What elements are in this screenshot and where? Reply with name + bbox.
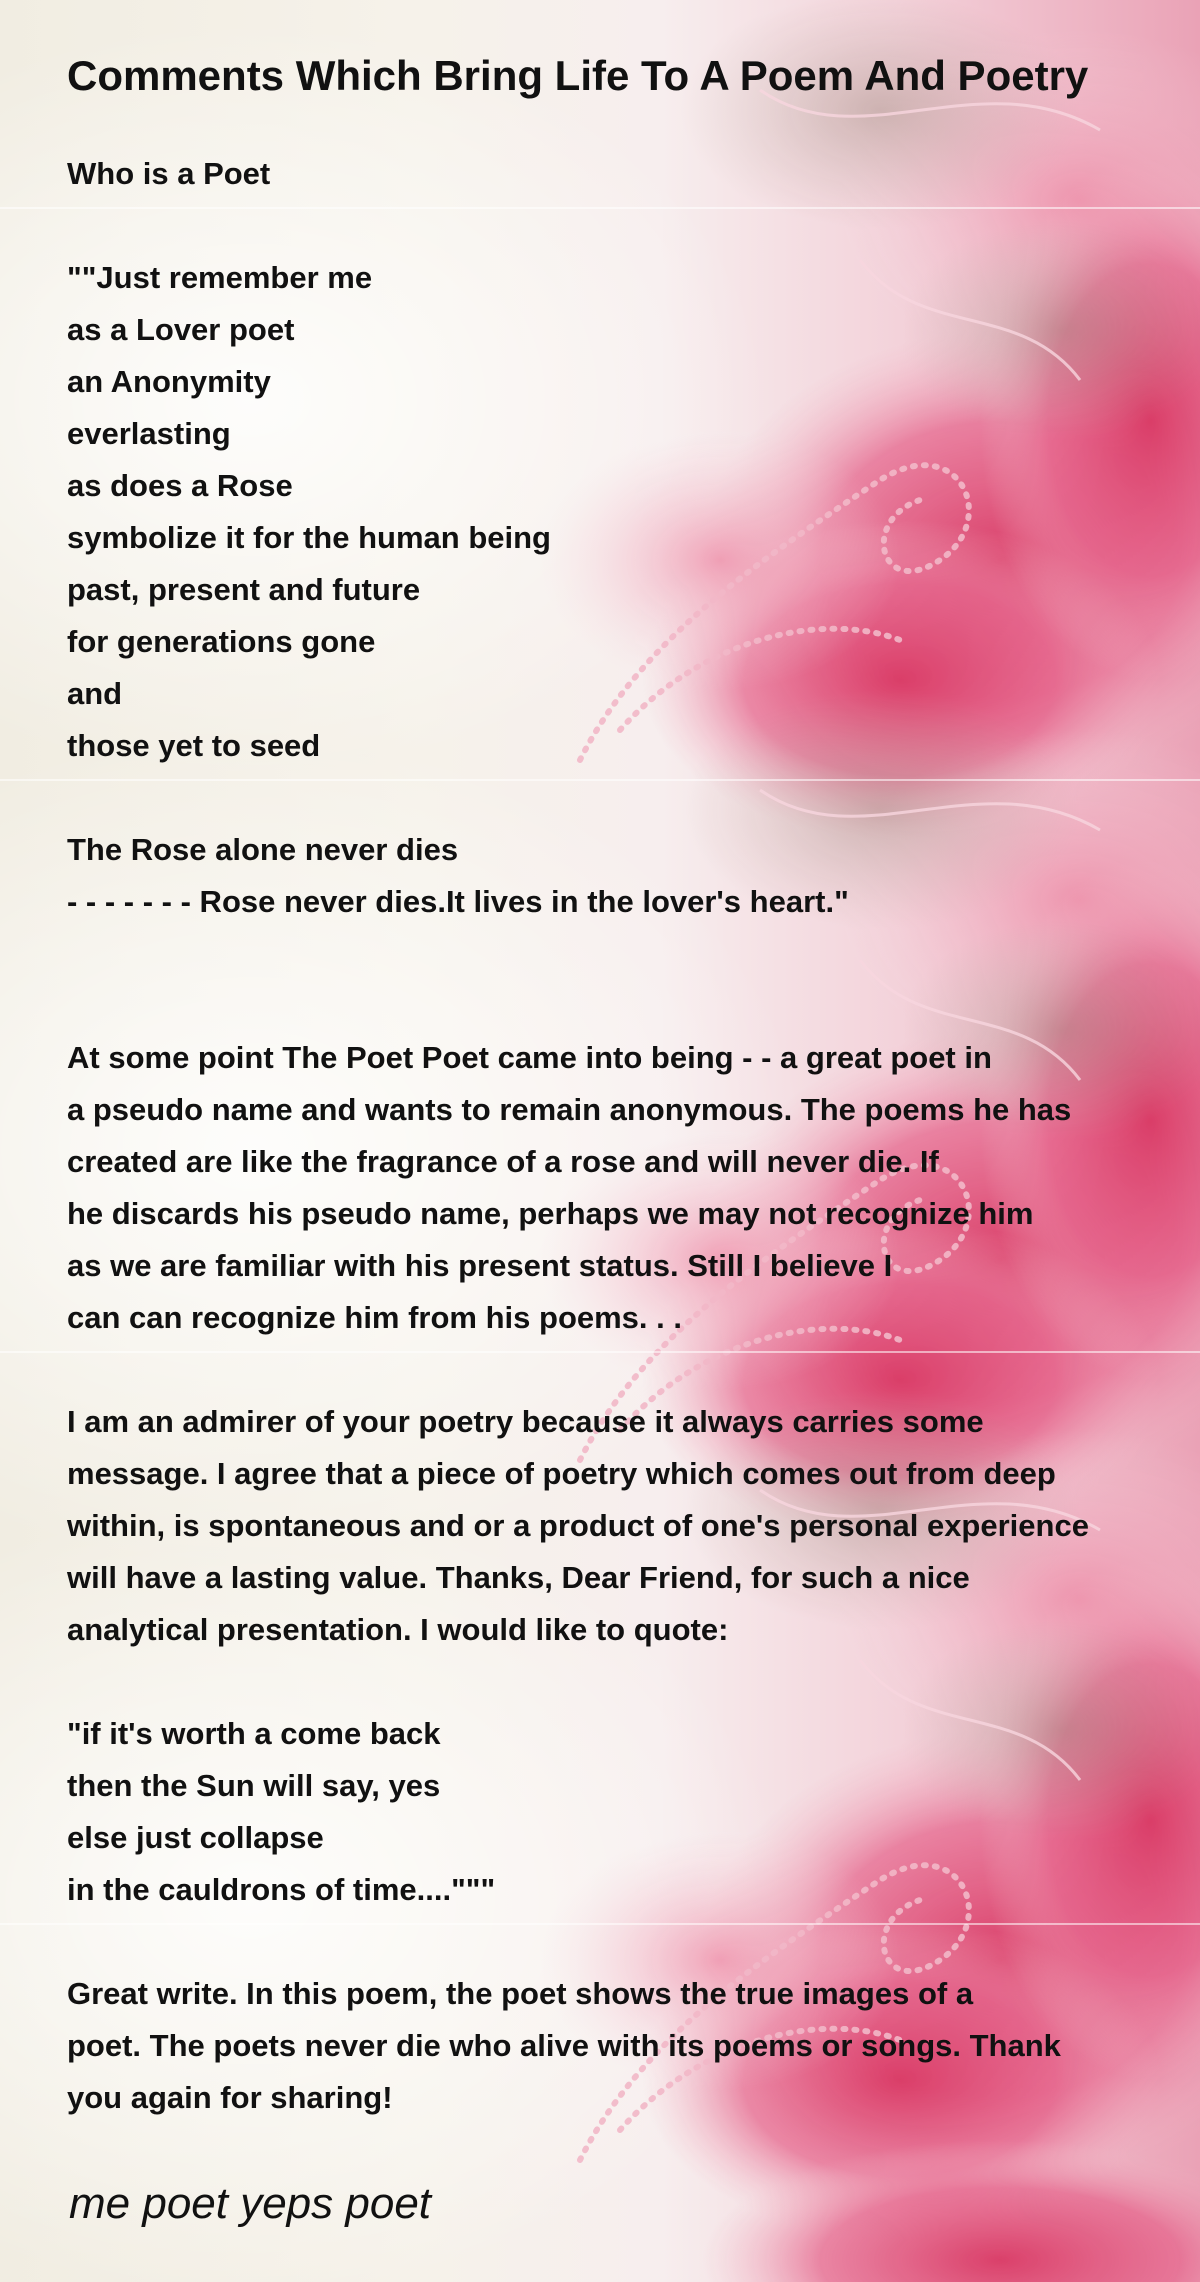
poem-stanza [67,1032,1071,1344]
poem-line: for generations gone [67,624,376,659]
poem-line: as we are familiar with his present status. Still I believe I [67,1248,893,1283]
poem-line: a pseudo name and wants to remain anonymous. The poems he has [67,1092,1072,1127]
poem-line: ""Just remember me [67,260,373,295]
poem-line: he discards his pseudo name, perhaps we may not recognize him [67,1196,1034,1231]
poem-line: The Rose alone never dies [67,832,459,867]
poem-line: as does a Rose [67,468,293,503]
poem-line: analytical presentation. I would like to quote: [67,1612,729,1647]
poem-line: will have a lasting value. Thanks, Dear Friend, for such a nice [67,1560,970,1595]
poem-line: - - - - - - - Rose never dies.It lives in the lover's heart." [67,884,849,919]
poem-line: then the Sun will say, yes [67,1768,441,1803]
band-divider [0,1351,1200,1353]
poem-line: message. I agree that a piece of poetry which comes out from deep [67,1456,1056,1491]
poem-line: symbolize it for the human being [67,520,551,555]
band-divider [0,779,1200,781]
poem-author: me poet yeps poet [69,2179,432,2228]
band-divider [0,207,1200,209]
poem-line: in the cauldrons of time....""" [67,1872,496,1907]
poem-line: those yet to seed [67,728,321,763]
poem-stanza [67,1396,1089,1656]
poem-line: past, present and future [67,572,421,607]
poem-stanza [67,148,270,200]
poem-line: Great write. In this poem, the poet shows the true images of a [67,1976,974,2011]
poem-stanza [67,252,551,772]
poem-line: everlasting [67,416,231,451]
poem-line: as a Lover poet [67,312,295,347]
poem-line: else just collapse [67,1820,324,1855]
poem-line: At some point The Poet Poet came into being - - a great poet in [67,1040,992,1075]
poem-line: an Anonymity [67,364,271,399]
poem-title: Comments Which Bring Life To A Poem And Poetry [67,52,1089,99]
poem-line: poet. The poets never die who alive with its poems or songs. Thank [67,2028,1061,2063]
poem-line: within, is spontaneous and or a product of one's personal experience [67,1508,1089,1543]
poem-line: created are like the fragrance of a rose and will never die. If [67,1144,939,1179]
poem-line: "if it's worth a come back [67,1716,441,1751]
poem-line: and [67,676,123,711]
band-divider [0,1923,1200,1925]
poem-stanza [67,1708,495,1916]
poem-line: Who is a Poet [67,156,271,191]
poem-stanza [67,824,849,928]
poem-line: I am an admirer of your poetry because it always carries some [67,1404,984,1439]
poem-line: you again for sharing! [67,2080,393,2115]
poem-line: can can recognize him from his poems. . . [67,1300,682,1335]
poem-stanza [67,1968,1061,2124]
